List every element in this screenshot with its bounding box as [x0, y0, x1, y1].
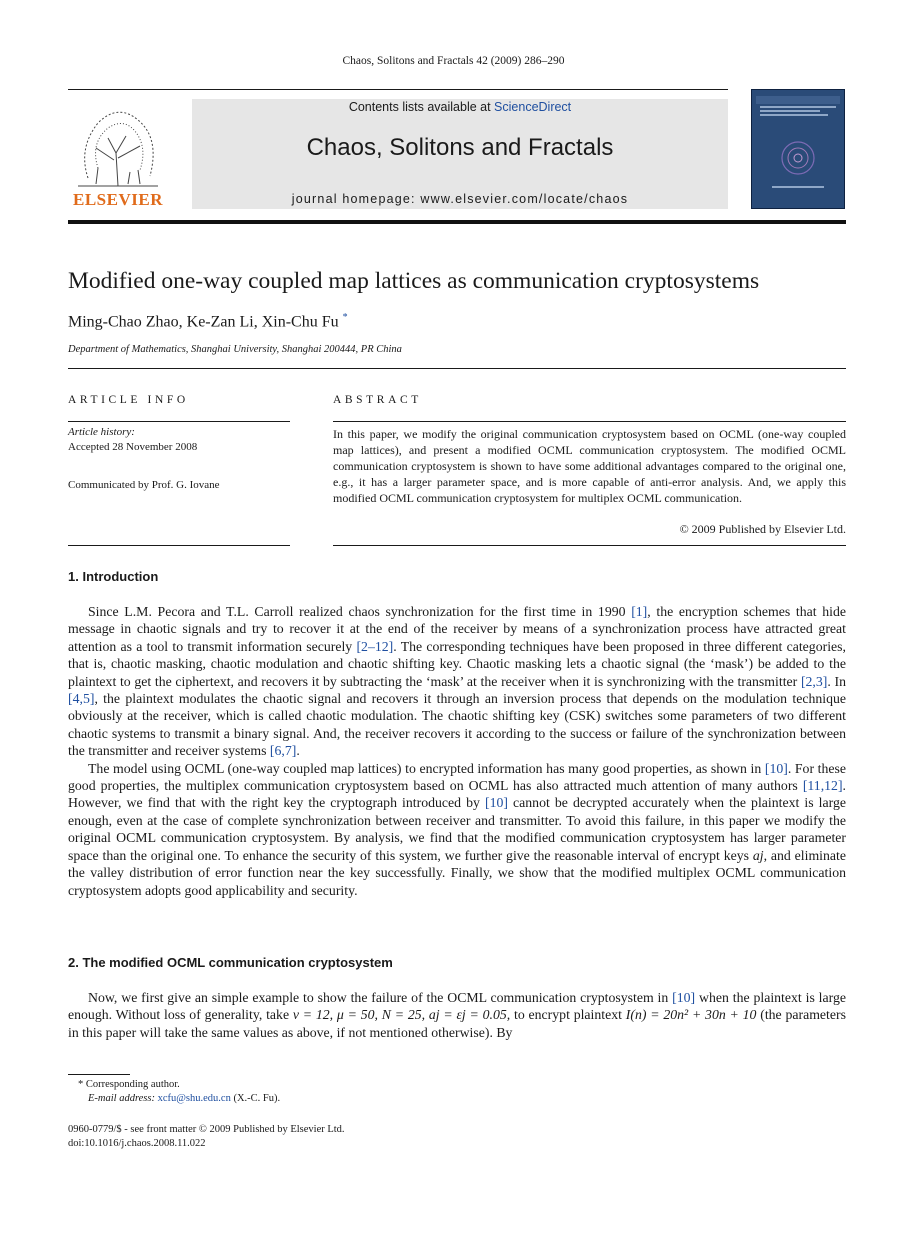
- journal-cover-art-icon: [752, 90, 844, 208]
- paragraph: [68, 760, 846, 899]
- divider: [68, 368, 846, 369]
- author-list: [68, 312, 348, 331]
- journal-cover-thumbnail[interactable]: [751, 89, 845, 209]
- reference-link[interactable]: [6,7]: [269, 743, 297, 759]
- footnote-mark: *: [78, 1079, 84, 1090]
- elsevier-wordmark: ELSEVIER: [73, 190, 163, 209]
- elsevier-logo[interactable]: [68, 98, 168, 210]
- text: to encrypt plaintext: [510, 1007, 626, 1023]
- contents-availability: [192, 100, 728, 114]
- footnote-rule: [68, 1074, 130, 1075]
- reference-link[interactable]: [10]: [484, 795, 508, 811]
- authors: Ming-Chao Zhao, Ke-Zan Li, Xin-Chu Fu: [68, 313, 339, 331]
- sciencedirect-link[interactable]: ScienceDirect: [494, 100, 572, 114]
- section-1-body: [68, 603, 846, 899]
- reference-link[interactable]: [2,3]: [800, 673, 828, 689]
- text: Now, we first give an simple example to show the failure of the OCML communication cryptosystem in: [88, 990, 673, 1005]
- text: , the plaintext modulates the chaotic signal and recovers it through an inversion process that depends on the modulation technique obviously at the receiver, which is called chaotic modulation. The chaotic shifting key (CSK) switches some parameters of two different chaotic systems to transmit a binary signal. And, the receiver recovers it according to the success or failure of the synchronization between the transmitter and receiver systems: [68, 691, 846, 759]
- text: Since L.M. Pecora and T.L. Carroll realized chaos synchronization for the first time in 1990: [88, 604, 632, 619]
- text: . In: [827, 673, 846, 689]
- header-thick-rule: [68, 220, 846, 224]
- divider: [333, 545, 846, 546]
- article-info-heading: ARTICLE INFO: [68, 394, 189, 406]
- article-history-label: Article history:: [68, 426, 135, 438]
- paper-title: Modified one-way coupled map lattices as communication cryptosystems: [68, 268, 760, 294]
- divider: [333, 421, 846, 422]
- reference-link[interactable]: [4,5]: [68, 691, 95, 707]
- text: cannot be decrypted accurately when the plaintext is large enough, even at the case of complete synchronization between receiver and transmitter. To avoid this failure, in this paper we modify the original OCML communication cryptosystem. By analysis, we find that the modified communication cryptosystem has larger parameter space than the original one. To enhance the security of this system, we further give the reasonable interval of encrypt keys: [68, 795, 846, 863]
- text: , the encryption schemes that hide message in chaotic signals and try to recover it at the end of the receiver by means of a synchronization process have attracted great attention as a tool to transmit information securely: [68, 604, 847, 654]
- text: when the plaintext is large enough. Without loss of generality, take: [68, 990, 846, 1023]
- footnote-corresponding: [68, 1078, 280, 1092]
- text: .: [296, 743, 300, 759]
- divider: [68, 545, 290, 546]
- email-suffix: (X.-C. Fu).: [230, 1093, 281, 1104]
- text: , and eliminate the valley distribution of error function near the key successfully. Finally, we show that the modified multiplex OCML communication cryptosystem adopts good applicability and security.: [68, 847, 846, 898]
- email-link[interactable]: xcfu@shu.edu.cn: [157, 1093, 231, 1104]
- text: The model using OCML (one-way coupled map lattices) to encrypted information has many good properties, as shown in: [88, 760, 765, 776]
- divider: [68, 421, 290, 422]
- corresponding-author-label: Corresponding author.: [85, 1079, 180, 1090]
- paragraph: [68, 989, 846, 1041]
- text: . However, we find that with the right key the cryptograph introduced by: [68, 778, 846, 811]
- contents-prefix: Contents lists available at: [348, 100, 495, 114]
- header-top-rule: [68, 89, 728, 90]
- reference-link[interactable]: [10]: [764, 760, 788, 776]
- math-symbol: aj: [752, 847, 764, 863]
- text: . For these good properties, the multiplex communication cryptosystem based on OCML has also attracted much attention of many authors: [68, 760, 846, 794]
- email-label: E-mail address:: [88, 1093, 158, 1104]
- section-1-heading: 1. Introduction: [68, 569, 159, 584]
- journal-title: Chaos, Solitons and Fractals: [306, 134, 614, 161]
- issn-line: 0960-0779/$ - see front matter © 2009 Published by Elsevier Ltd.: [68, 1124, 345, 1135]
- reference-link[interactable]: [2–12]: [356, 638, 394, 654]
- footnote-email: [68, 1092, 280, 1106]
- corresponding-author-mark[interactable]: *: [342, 312, 348, 323]
- abstract-heading: ABSTRACT: [333, 394, 422, 406]
- journal-homepage[interactable]: journal homepage: www.elsevier.com/locate/chaos: [291, 192, 629, 206]
- section-2-heading: 2. The modified OCML communication cryptosystem: [68, 955, 393, 970]
- communicated-by: Communicated by Prof. G. Iovane: [68, 479, 220, 491]
- equation: v = 12, μ = 50, N = 25, aj = εj = 0.05,: [292, 1007, 511, 1023]
- text: . The corresponding techniques have been proposed in three different categories, that is, chaotic masking, chaotic modulation and chaotic shifting key. Chaotic masking lets a chaotic signal (the ‘mask’) be added to the plaintext to get the ciphertext, and recovers it by subtracting the ‘mask’ at the receiver when it is synchronizing with the transmitter: [68, 638, 846, 689]
- abstract-text: In this paper, we modify the original communication cryptosystem based on OCML (one-way coupled map lattices), and present a modified OCML communication cryptosystem. The modified OCML communication cryptosystem is shown to have some additional advantages compared to the original one, e.g., it has a larger parameter space, and is more capable of anti-error analysis. And, we apply this modified OCML communication cryptosystem for multiplex OCML communication.: [333, 427, 846, 505]
- accepted-date: Accepted 28 November 2008: [68, 441, 198, 453]
- elsevier-tree-icon: [68, 98, 168, 190]
- affiliation: Department of Mathematics, Shanghai University, Shanghai 200444, PR China: [68, 344, 402, 355]
- doi-line[interactable]: doi:10.1016/j.chaos.2008.11.022: [68, 1138, 206, 1149]
- journal-citation: Chaos, Solitons and Fractals 42 (2009) 286–290: [342, 55, 565, 67]
- footnote: [68, 1078, 280, 1106]
- reference-link[interactable]: [11,12]: [802, 778, 843, 794]
- paragraph: [68, 603, 846, 760]
- reference-link[interactable]: [1]: [631, 604, 648, 619]
- text: (the parameters in this paper will take the same values as above, if not mentioned otherwise). By: [68, 1007, 846, 1040]
- section-2-body: [68, 989, 846, 1041]
- issn-block: [68, 1123, 345, 1151]
- reference-link[interactable]: [10]: [672, 990, 696, 1005]
- equation: I(n) = 20n² + 30n + 10: [625, 1007, 757, 1023]
- abstract-copyright: © 2009 Published by Elsevier Ltd.: [679, 522, 846, 536]
